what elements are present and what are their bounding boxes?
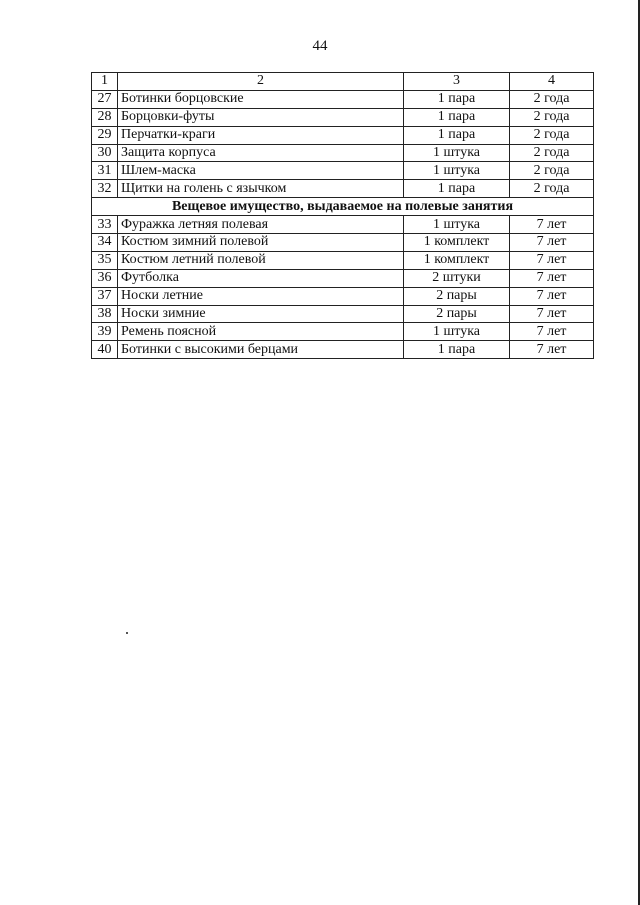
- row-number: 33: [92, 216, 118, 234]
- item-quantity: 1 штука: [404, 216, 510, 234]
- item-name: Футболка: [118, 269, 404, 287]
- item-wear-term: 7 лет: [510, 305, 594, 323]
- row-number: 29: [92, 126, 118, 144]
- row-number: 31: [92, 162, 118, 180]
- table-row: [92, 108, 594, 126]
- section-row: [92, 198, 594, 216]
- table-row: [92, 144, 594, 162]
- item-wear-term: 7 лет: [510, 251, 594, 269]
- item-name: Костюм летний полевой: [118, 251, 404, 269]
- item-name: Шлем-маска: [118, 162, 404, 180]
- item-quantity: 1 пара: [404, 90, 510, 108]
- header-cell-num: 1: [92, 73, 118, 91]
- header-row: [92, 73, 594, 91]
- item-name: Ботинки с высокими берцами: [118, 341, 404, 359]
- item-name: Щитки на голень с язычком: [118, 180, 404, 198]
- items-table: [91, 72, 594, 359]
- item-wear-term: 7 лет: [510, 287, 594, 305]
- item-quantity: 1 комплект: [404, 234, 510, 252]
- table-row: [92, 269, 594, 287]
- table-row: [92, 341, 594, 359]
- table-row: [92, 234, 594, 252]
- row-number: 30: [92, 144, 118, 162]
- item-wear-term: 2 года: [510, 144, 594, 162]
- item-name: Носки зимние: [118, 305, 404, 323]
- item-wear-term: 7 лет: [510, 216, 594, 234]
- item-name: Защита корпуса: [118, 144, 404, 162]
- item-quantity: 1 пара: [404, 126, 510, 144]
- item-wear-term: 2 года: [510, 162, 594, 180]
- item-name: Костюм зимний полевой: [118, 234, 404, 252]
- header-cell-name: 2: [118, 73, 404, 91]
- row-number: 40: [92, 341, 118, 359]
- item-name: Борцовки-футы: [118, 108, 404, 126]
- item-wear-term: 7 лет: [510, 269, 594, 287]
- item-wear-term: 7 лет: [510, 341, 594, 359]
- item-name: Ботинки борцовские: [118, 90, 404, 108]
- table-row: [92, 287, 594, 305]
- page-number: 44: [312, 38, 328, 54]
- item-wear-term: 2 года: [510, 126, 594, 144]
- header-cell-qty: 3: [404, 73, 510, 91]
- item-name: Перчатки-краги: [118, 126, 404, 144]
- item-name: Фуражка летняя полевая: [118, 216, 404, 234]
- table-row: [92, 251, 594, 269]
- row-number: 39: [92, 323, 118, 341]
- row-number: 37: [92, 287, 118, 305]
- row-number: 35: [92, 251, 118, 269]
- table-row: [92, 305, 594, 323]
- item-quantity: 2 штуки: [404, 269, 510, 287]
- item-quantity: 1 комплект: [404, 251, 510, 269]
- row-number: 34: [92, 234, 118, 252]
- table-row: [92, 90, 594, 108]
- row-number: 32: [92, 180, 118, 198]
- items-table-body: [92, 73, 594, 359]
- scan-speck: [126, 632, 128, 634]
- header-cell-term: 4: [510, 73, 594, 91]
- item-quantity: 1 штука: [404, 162, 510, 180]
- table-row: [92, 323, 594, 341]
- row-number: 28: [92, 108, 118, 126]
- item-wear-term: 2 года: [510, 108, 594, 126]
- item-name: Носки летние: [118, 287, 404, 305]
- item-quantity: 2 пары: [404, 305, 510, 323]
- item-quantity: 1 пара: [404, 108, 510, 126]
- item-name: Ремень поясной: [118, 323, 404, 341]
- item-quantity: 1 штука: [404, 323, 510, 341]
- table-row: [92, 180, 594, 198]
- row-number: 27: [92, 90, 118, 108]
- row-number: 36: [92, 269, 118, 287]
- table-row: [92, 126, 594, 144]
- item-quantity: 1 пара: [404, 180, 510, 198]
- item-wear-term: 7 лет: [510, 234, 594, 252]
- item-quantity: 1 штука: [404, 144, 510, 162]
- item-wear-term: 7 лет: [510, 323, 594, 341]
- table-row: [92, 162, 594, 180]
- table-row: [92, 216, 594, 234]
- section-title: Вещевое имущество, выдаваемое на полевые занятия: [92, 198, 594, 216]
- item-quantity: 2 пары: [404, 287, 510, 305]
- item-wear-term: 2 года: [510, 90, 594, 108]
- item-quantity: 1 пара: [404, 341, 510, 359]
- item-wear-term: 2 года: [510, 180, 594, 198]
- row-number: 38: [92, 305, 118, 323]
